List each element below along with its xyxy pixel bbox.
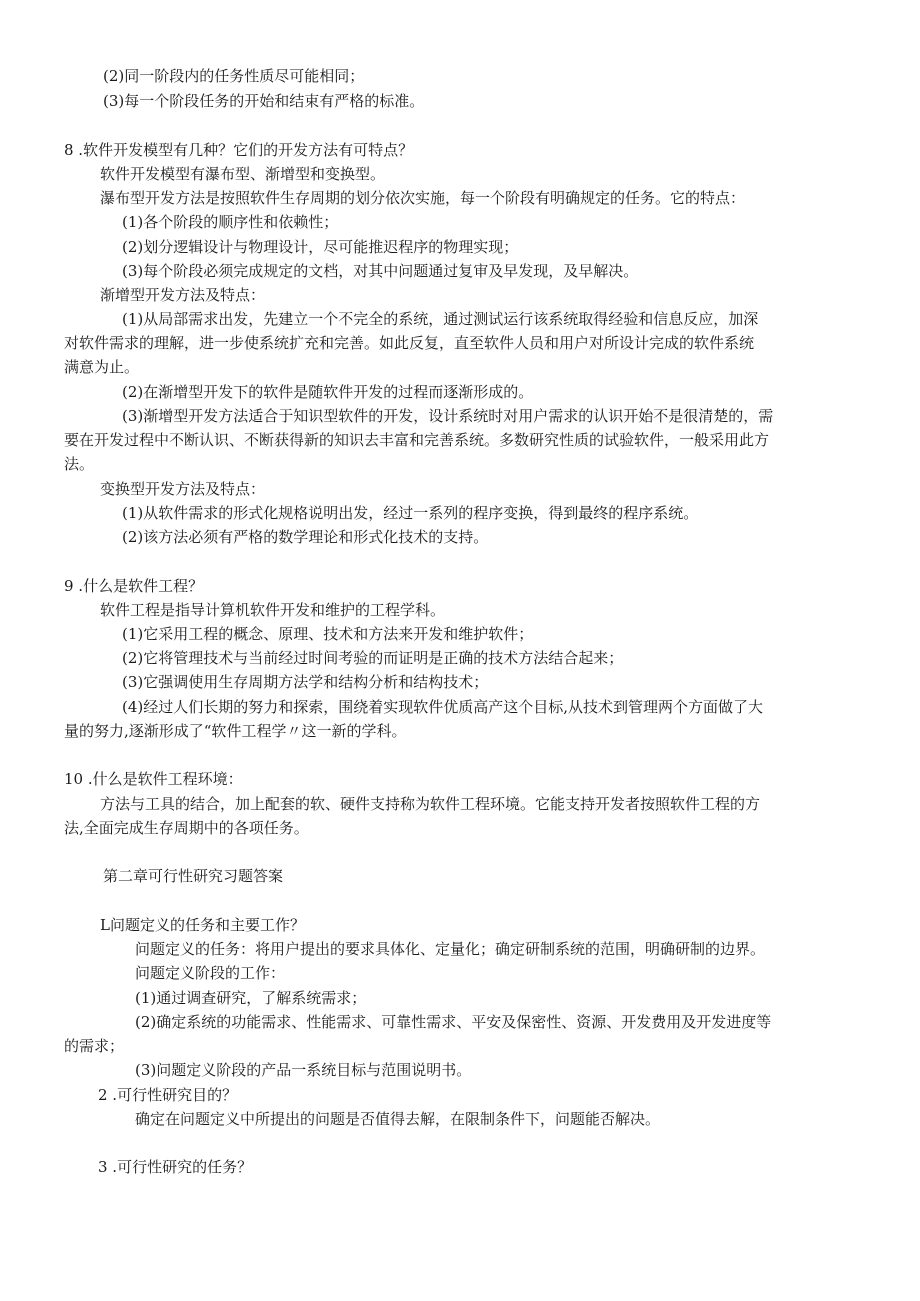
list-item: (2)确定系统的功能需求、性能需求、可靠性需求、平安及保密性、资源、开发费用及开发进度等	[135, 1013, 772, 1031]
paragraph: 方法与工具的结合，加上配套的软、硬件支持称为软件工程环境。它能支持开发者按照软件工程的方	[100, 795, 761, 813]
list-item: (3)渐增型开发方法适合于知识型软件的开发，设计系统时对用户需求的认识开始不是很清楚的，需	[122, 407, 774, 425]
paragraph: 瀑布型开发方法是按照软件生存周期的划分依次实施，每一个阶段有明确规定的任务。它的特点：	[100, 189, 746, 207]
list-item: (2)该方法必须有严格的数学理论和形式化技术的支持。	[122, 528, 489, 546]
list-item-ch1-q7-2: (2)同一阶段内的任务性质尽可能相同；	[103, 67, 365, 85]
paragraph: 软件开发模型有瀑布型、渐增型和变换型。	[100, 165, 386, 183]
question-1-heading: L问题定义的任务和主要工作？	[100, 916, 305, 934]
list-item-continued: 对软件需求的理解，进一步使系统扩充和完善。如此反复，直至软件人员和用户对所设计完成的软件系统	[64, 334, 755, 352]
paragraph: 软件工程是指导计算机软件开发和维护的工程学科。	[100, 601, 446, 619]
question-2-heading: 2 .可行性研究目的？	[98, 1086, 238, 1104]
list-item: (3)每个阶段必须完成规定的文档，对其中问题通过复审及早发现，及早解决。	[122, 262, 639, 280]
list-item: (4)经过人们长期的努力和探索，围绕着实现软件优质高产这个目标,从技术到管理两个方面做了大	[122, 698, 764, 716]
list-item-continued: 法。	[64, 455, 95, 473]
list-item: (1)它采用工程的概念、原理、技术和方法来开发和维护软件；	[122, 625, 534, 643]
list-item-continued: 满意为止。	[64, 358, 140, 376]
chapter-title: 第二章可行性研究习题答案	[103, 867, 284, 885]
paragraph: 问题定义阶段的工作：	[135, 964, 286, 982]
list-item: (1)各个阶段的顺序性和依赖性；	[122, 213, 339, 231]
paragraph: 渐增型开发方法及特点：	[100, 286, 266, 304]
paragraph: 变换型开发方法及特点：	[100, 480, 266, 498]
list-item: (1)从软件需求的形式化规格说明出发，经过一系列的程序变换，得到最终的程序系统。	[122, 504, 699, 522]
list-item: (1)从局部需求出发，先建立一个不完全的系统，通过测试运行该系统取得经验和信息反应，加深	[122, 310, 759, 328]
list-item: (3)问题定义阶段的产品一系统目标与范围说明书。	[135, 1061, 472, 1079]
paragraph: 问题定义的任务：将用户提出的要求具体化、定量化；确定研制系统的范围，明确研制的边界。	[135, 940, 766, 958]
list-item: (2)它将管理技术与当前经过时间考验的而证明是正确的技术方法结合起来；	[122, 649, 624, 667]
question-10-heading: 10 .什么是软件工程环境：	[64, 770, 243, 788]
list-item: (1)通过调查研究，了解系统需求；	[135, 989, 367, 1007]
list-item-continued: 要在开发过程中不断认识、不断获得新的知识去丰富和完善系统。多数研究性质的试验软件，一般采用此方	[64, 431, 770, 449]
paragraph: 确定在问题定义中所提出的问题是否值得去解，在限制条件下，问题能否解决。	[135, 1110, 661, 1128]
list-item-continued: 的需求；	[64, 1037, 125, 1055]
list-item-ch1-q7-3: (3)每一个阶段任务的开始和结束有严格的标准。	[103, 92, 425, 110]
list-item: (2)在渐增型开发下的软件是随软件开发的过程而逐渐形成的。	[122, 383, 534, 401]
list-item-continued: 量的努力,逐渐形成了“软件工程学〃这一新的学科。	[64, 722, 407, 740]
question-3-heading: 3 .可行性研究的任务？	[98, 1158, 253, 1176]
question-9-heading: 9 .什么是软件工程？	[64, 577, 204, 595]
list-item: (3)它强调使用生存周期方法学和结构分析和结构技术；	[122, 673, 489, 691]
paragraph-continued: 法,全面完成生存周期中的各项任务。	[64, 819, 309, 837]
question-8-heading: 8 .软件开发模型有几种？它们的开发方法有可特点？	[64, 141, 414, 159]
list-item: (2)划分逻辑设计与物理设计，尽可能推迟程序的物理实现；	[122, 238, 519, 256]
